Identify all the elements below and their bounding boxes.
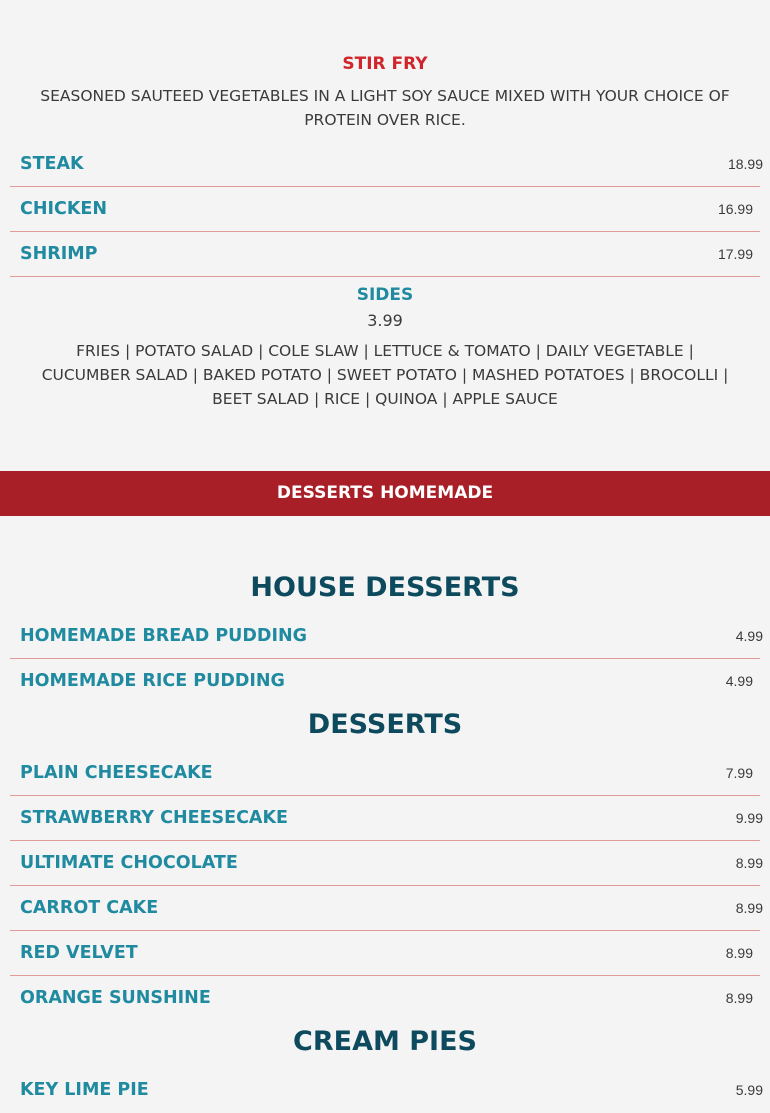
menu-item-name: SHRIMP bbox=[20, 244, 98, 264]
menu-item-price: 8.99 bbox=[725, 990, 753, 1006]
menu-item-shrimp bbox=[10, 232, 760, 277]
stir-fry-title: STIR FRY bbox=[342, 54, 428, 74]
sides-price: 3.99 bbox=[367, 311, 403, 330]
menu-item-price: 18.99 bbox=[727, 156, 763, 172]
menu-item-name: HOMEMADE RICE PUDDING bbox=[20, 671, 285, 691]
menu-item-ultimate-chocolate bbox=[10, 841, 763, 886]
stir-fry-description: SEASONED SAUTEED VEGETABLES IN A LIGHT SOY SAUCE MIXED WITH YOUR CHOICE OF PROTEIN OVER RICE. bbox=[40, 87, 730, 129]
menu-item-name: ULTIMATE CHOCOLATE bbox=[20, 853, 238, 873]
menu-item-name: ORANGE SUNSHINE bbox=[20, 988, 211, 1008]
menu-item-name: STRAWBERRY CHEESECAKE bbox=[20, 808, 288, 828]
menu-item-price: 4.99 bbox=[725, 673, 753, 689]
menu-item-name: CARROT CAKE bbox=[20, 898, 159, 918]
menu-item-name: PLAIN CHEESECAKE bbox=[20, 763, 213, 783]
desserts-title: DESSERTS bbox=[307, 709, 463, 740]
menu-item-name: KEY LIME PIE bbox=[20, 1080, 149, 1100]
menu-item-price: 16.99 bbox=[717, 201, 753, 217]
menu-item-name: STEAK bbox=[20, 154, 84, 174]
menu-item-steak bbox=[10, 142, 763, 187]
menu-item-price: 7.99 bbox=[725, 765, 753, 781]
sides-list: FRIES | POTATO SALAD | COLE SLAW | LETTUCE & TOMATO | DAILY VEGETABLE | CUCUMBER SALAD | BAKED POTATO | SWEET POTATO | MASHED POTATOES | BROCOLLI | BEET SALAD | RICE | QUINOA | APPLE SAUCE bbox=[41, 342, 729, 408]
menu-item-name: HOMEMADE BREAD PUDDING bbox=[20, 626, 307, 646]
cream-pies-title: CREAM PIES bbox=[293, 1026, 477, 1057]
menu-item-price: 9.99 bbox=[735, 810, 763, 826]
menu-item-price: 8.99 bbox=[725, 945, 753, 961]
menu-item-rice-pudding bbox=[10, 659, 760, 704]
menu-item-key-lime-pie bbox=[10, 1068, 763, 1113]
desserts-banner: DESSERTS HOMEMADE bbox=[0, 471, 770, 516]
menu-item-plain-cheesecake bbox=[10, 751, 760, 796]
sides-title: SIDES bbox=[356, 285, 414, 305]
menu-item-price: 5.99 bbox=[735, 1082, 763, 1098]
menu-item-strawberry-cheesecake bbox=[10, 796, 763, 841]
menu-item-orange-sunshine bbox=[10, 976, 760, 1021]
house-desserts-title: HOUSE DESSERTS bbox=[250, 572, 520, 603]
menu-item-price: 17.99 bbox=[717, 246, 753, 262]
menu-item-name: RED VELVET bbox=[20, 943, 138, 963]
menu-item-name: CHICKEN bbox=[20, 199, 108, 219]
menu-item-red-velvet bbox=[10, 931, 760, 976]
menu-item-price: 4.99 bbox=[735, 628, 763, 644]
menu-item-price: 8.99 bbox=[735, 855, 763, 871]
menu-item-bread-pudding bbox=[10, 614, 763, 659]
menu-item-chicken bbox=[10, 187, 760, 232]
menu-item-carrot-cake bbox=[10, 886, 763, 931]
menu-item-price: 8.99 bbox=[735, 900, 763, 916]
